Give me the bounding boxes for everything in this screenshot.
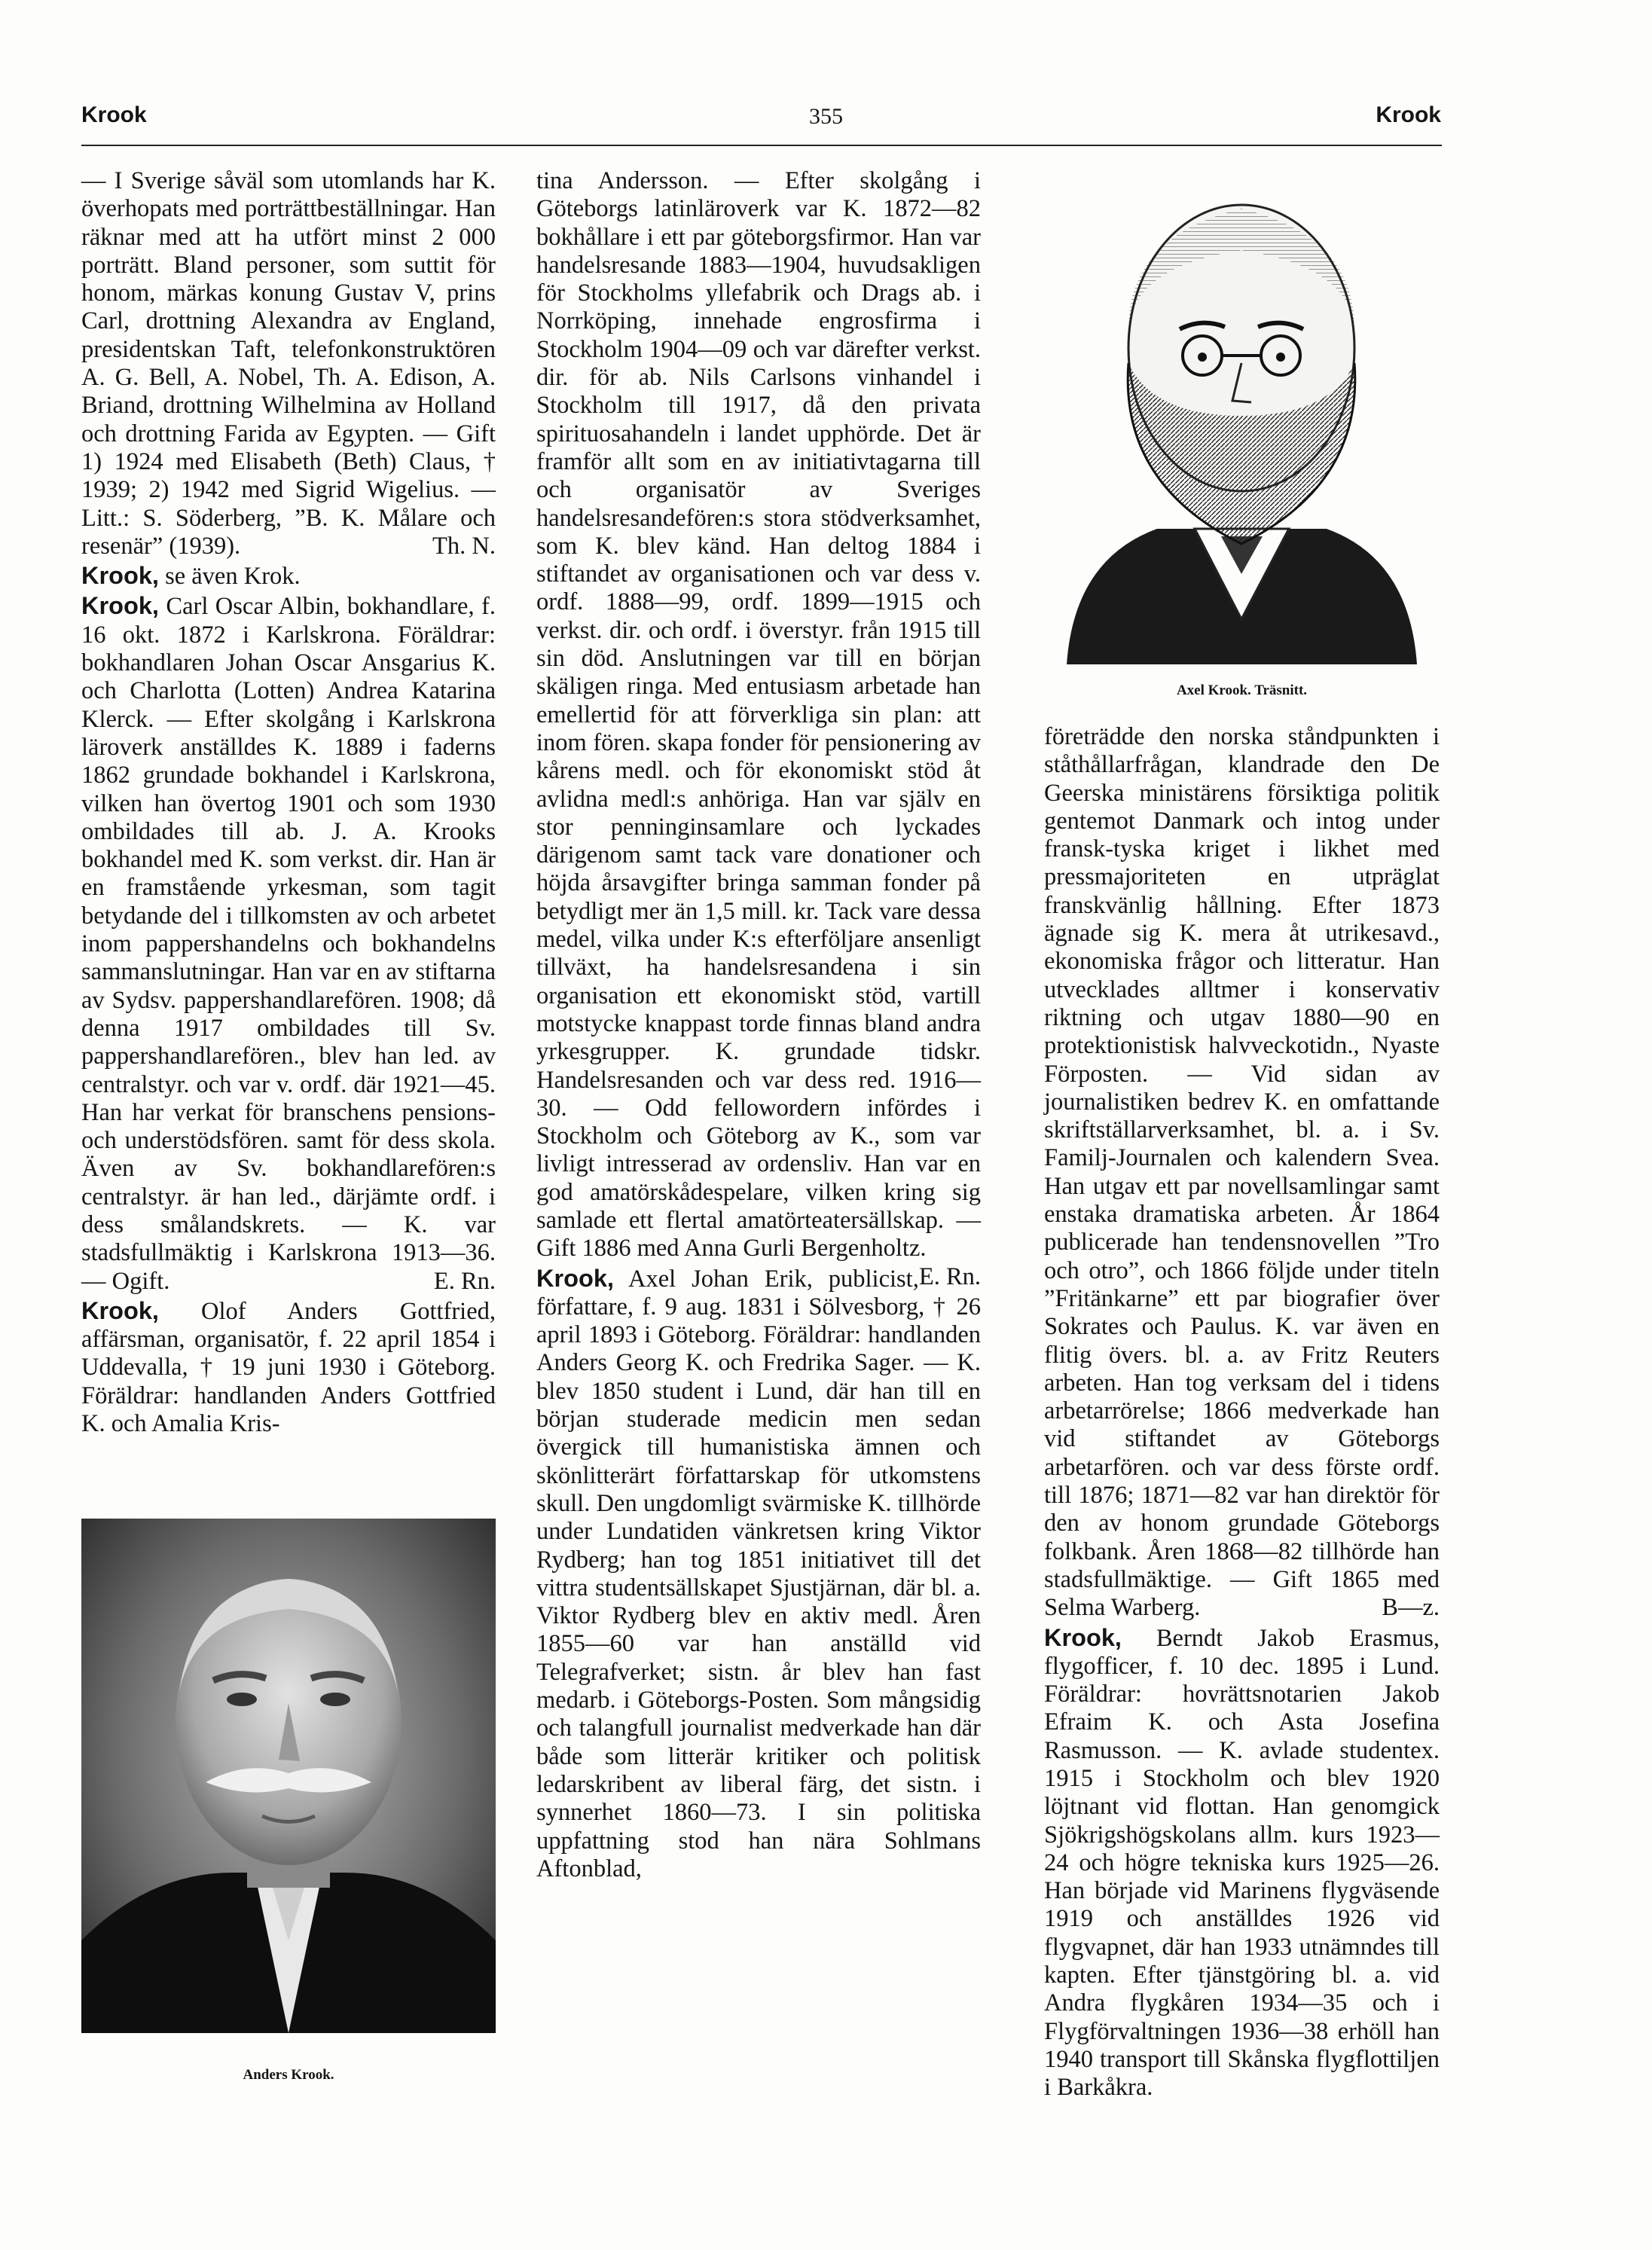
entry-carl-oscar-albin-krook [81,592,496,1295]
portrait-photo-anders-krook [81,1519,496,2033]
headword: Krook, [1044,1623,1122,1651]
headword: Krook, [81,1296,159,1324]
author-signature: E. Rn. [918,1262,981,1290]
column-1 [81,167,496,1438]
author-signature: E. Rn. [433,1267,496,1295]
woodcut-portrait-axel-krook [1044,167,1440,664]
entry-olof-anders-gottfried-krook [81,1297,496,1438]
column-3 [1044,723,1440,2102]
author-signature: B—z. [1382,1594,1440,1622]
photo-caption: Anders Krook. [243,2067,334,2083]
entry-text: företrädde den norska ståndpunkten i ståthållarfrågan, klandrade den De Geerska ministärens försiktiga politik gentemot Danmark och intog under fransk-tyska kriget i likhet med pressmajoriteten en utpräglat franskvänlig hållning. Efter 1873 ägnade sig K. mera åt utrikesavd., ekonomiska frågor och litteratur. Han utvecklades alltmer i konservativ riktning och utgav 1880—90 en protektionistisk halvveckotidn., Nyaste Förposten. — Vid sidan av journalistiken bedrev K. en omfattande skriftställarverksamhet, bl. a. i Sv. Familj-Journalen och kalendern Svea. Han utgav ett par novellsamlingar samt enstaka dramatiska arbeten. År 1864 publicerade han tendensnovellen ”Tro och otro”, och 1866 följde under titeln ”Fritänkarne” ett par biografier över Sokrates och Paulus. K. var även en flitig övers. bl. a. av Fritz Reuters arbeten. Han tog verksam del i tidens arbetarrörelse; 1866 medverkade han vid stiftandet av Göteborgs arbetarfören. och var dess förste ordf. till 1876; 1871—82 var han direktör för den av honom grundade Göteborgs folkbank. Åren 1868—82 tillhörde han stadsfullmäktige. — Gift 1865 med Selma Warberg. [1044,723,1440,1622]
entry-text: — I Sverige såväl som utomlands har K. överhopats med porträttbeställningar. Han räknar med att ha utfört minst 2 000 porträtt. Bland personer, som suttit för honom, märkas konung Gustav V, prins Carl, drottning Alexandra av England, presidentskan Taft, telefonkonstruktören A. G. Bell, A. Nobel, Th. A. Edison, A. Briand, drottning Wilhelmina av Holland och drottning Farida av Egypten. — Gift 1) 1924 med Elisabeth (Beth) Claus, † 1939; 2) 1942 med Sigrid Wigelius. — Litt.: S. Söderberg, ”B. K. Målare och resenär” (1939). [81,167,496,560]
column-2 [536,167,981,1883]
entry-berndt-jakob-erasmus-krook [1044,1624,1440,2102]
headword: Krook, [81,562,159,590]
entry-text: Berndt Jakob Erasmus, flygofficer, f. 10 dec. 1895 i Lund. Föräldrar: hovrättsnotarien Jakob Efraim K. och Asta Josefina Rasmusson. — K. avlade studentex. 1915 i Stockholm och blev 1920 löjtnant vid flottan. Han genomgick Sjökrigshögskolans allm. kurs 1923—24 och högre tekniska kurs 1925—26. Han började vid Marinens flygväsende 1919 och anställdes 1926 vid flygvapnet, där han 1933 utnämndes till kapten. Efter tjänstgöring bl. a. vid Andra flygkåren 1934—35 och i Flygförvaltningen 1936—38 erhöll han 1940 transport till Skånska flygflottiljen i Barkåkra. [1044,1624,1440,2102]
entry-axel-johan-erik-krook [536,1262,981,1884]
entry-text: tina Andersson. — Efter skolgång i Göteborgs latinläroverk var K. 1872—82 bokhållare i ett par göteborgsfirmor. Han var handelsresande 1883—1904, huvudsakligen för Stockholms yllefabrik och Drags ab. i Norrköping, innehade engrosfirma i Stockholm 1904—09 och var därefter verkst. dir. för ab. Nils Carlsons vinhandel i Stockholm till 1917, då den privata spirituosahandeln i landet upphörde. Det är framför allt som en av initiativtagarna till och organisatör av Sveriges handelsresandefören:s stora stödverksamhet, som K. blev känd. Han deltog 1884 i stiftandet av organisationen och var dess v. ordf. 1888—99, ordf. 1899—1915 och verkst. dir. och ordf. i överstyr. från 1915 till sin död. Anslutningen var till en början skäligen ringa. Med entusiasm arbetade han emellertid för att förverkliga sin plan: att inom fören. skapa fonder för pensionering av kårens medl. och för ekonomiskt stöd åt avlidna medl:s anhöriga. Han var själv en stor penninginsamlare och lyckades därigenom samt tack vare donationer och höjda årsavgifter bringa samman fonder på betydligt mer än 1,5 mill. kr. Tack vare dessa medel, vilka under K:s efterföljare ansenligt tillväxt, ha handelsresandena i sin organisation ett ekonomiskt stöd, vartill motstycke knappast torde finnas bland andra yrkesgrupper. K. grundade tidskr. Handelsresanden och var dess red. 1916—30. — Odd fellowordern infördes i Stockholm och Göteborg av K., som var livligt intresserad av ordensliv. Han var en god amatörskådespelare, vilken kring sig samlade ett flertal amatörteatersällskap. — Gift 1886 med Anna Gurli Bergenholtz. [536,167,981,1262]
entry-text: Carl Oscar Albin, bokhandlare, f. 16 okt. 1872 i Karlskrona. Föräldrar: bokhandlaren Johan Oscar Ansgarius K. och Charlotta (Lotten) Andrea Katarina Klerck. — Efter skolgång i Karlskrona läroverk anställdes K. 1889 i faderns 1862 grundade bokhandel i Karlskrona, vilken han övertog 1901 och som 1930 ombildades till ab. J. A. Krooks bokhandel med K. som verkst. dir. Han är en framstående yrkesman, som tagit betydande del i tillkomsten av och arbetet inom pappershandelns och bokhandelns sammanslutningar. Han var en av stiftarna av Sydsv. pappershandlarefören. 1908; då denna 1917 ombildades till Sv. pappershandlarefören., blev han led. av centralstyr. och var v. ordf. där 1921—45. Han har verkat för branschens pensions- och understödsfören. samt för dess skola. Även av Sv. bokhandlarefören:s centralstyr. är han led., därjämte ordf. i dess smålandskrets. — K. var stadsfullmäktig i Karlskrona 1913—36. — Ogift. [81,593,496,1295]
entry-continuation [81,167,496,560]
entry-cross-reference [81,562,496,591]
woodcut-caption: Axel Krook. Träsnitt. [1176,682,1308,698]
entry-text: Olof Anders Gottfried, affärsman, organisatör, f. 22 april 1854 i Uddevalla, † 19 juni 1930 i Göteborg. Föräldrar: handlanden Anders Gottfried K. och Amalia Kris- [81,1297,496,1438]
entry-text: se även Krok. [158,563,301,591]
headword: Krook, [81,592,159,620]
headword: Krook, [536,1264,614,1292]
page-number: 355 [809,104,843,129]
running-head-right: Krook [1376,102,1441,127]
running-head-left: Krook [81,102,147,127]
author-signature: Th. N. [432,532,496,560]
header-rule [81,145,1442,146]
entry-text: Axel Johan Erik, publicist, författare, f. 9 aug. 1831 i Sölvesborg, † 26 april 1893 i Göteborg. Föräldrar: handlanden Anders Georg K. och Fredrika Sager. — K. blev 1850 student i Lund, där han till en början studerade medicin men sedan övergick till humanistiska ämnen och skönlitterärt författarskap för utkomstens skull. Den ungdomligt svärmiske K. tillhörde under Lundatiden vänkretsen kring Viktor Rydberg; han tog 1851 initiativet till det vittra studentsällskapet Sjustjärnan, där bl. a. Viktor Rydberg blev en aktiv medl. Åren 1855—60 var han anställd vid Telegrafverket; sistn. år blev han fast medarb. i Göteborgs-Posten. Som mångsidig och talangfull journalist medverkade han där både som litterär kritiker och politisk ledarskribent av liberal färg, det sistn. i synnerhet 1860—73. I sin politiska uppfattning stod han nära Sohlmans Aftonblad, [536,1265,981,1882]
entry-continuation [1044,723,1440,1623]
